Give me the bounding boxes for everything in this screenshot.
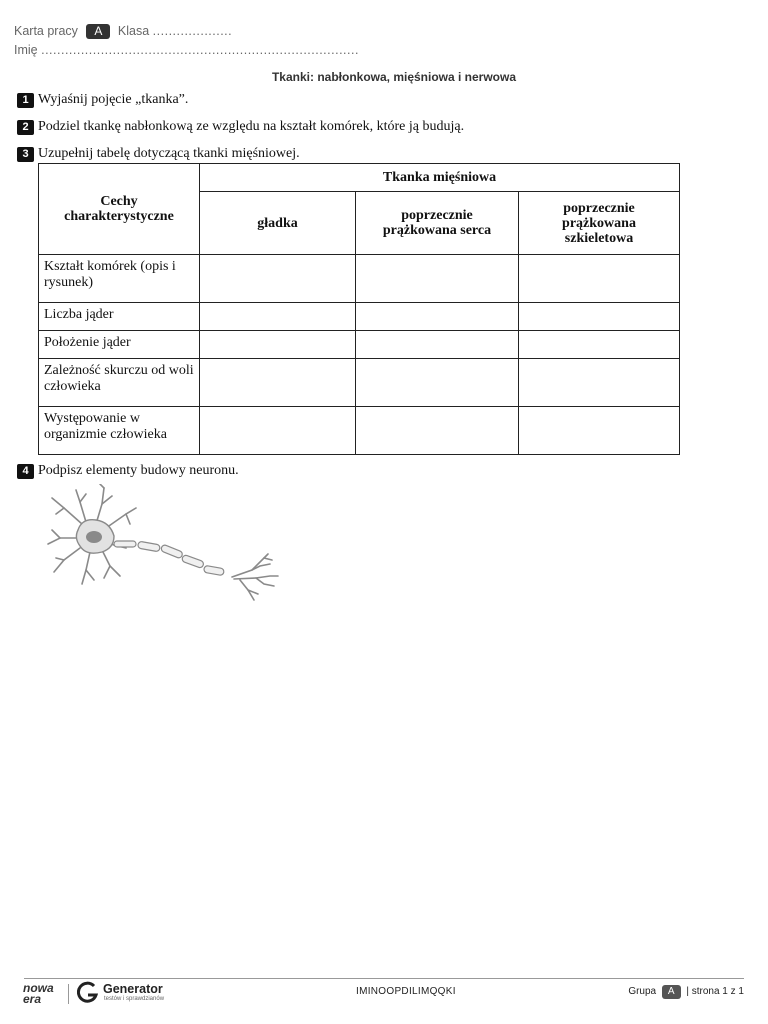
answer-cell[interactable] [519,255,680,303]
answer-cell[interactable] [356,359,519,407]
table-row [39,303,680,331]
row-label: Położenie jąder [39,331,200,359]
answer-cell[interactable] [200,407,356,455]
task-1 [17,92,188,108]
task-2 [17,119,464,135]
task-text: Podziel tkankę nabłonkową ze względu na kształt komórek, które ją budują. [38,119,465,134]
answer-cell[interactable] [519,303,680,331]
page-info [628,985,744,999]
answer-cell[interactable] [519,331,680,359]
name-field[interactable]: ................................................................................ [41,43,359,57]
answer-cell[interactable] [200,359,356,407]
muscle-tissue-header: Tkanka mięśniowa [200,164,680,192]
group-badge-small: A [662,985,681,999]
task-number: 3 [17,147,34,162]
name-line [14,43,359,57]
column-header-skeletal: poprzecznie prążkowana szkieletowa [519,192,680,255]
group-badge: A [86,24,110,39]
document-title: Tkanki: nabłonkowa, mięśniowa i nerwowa [271,70,517,84]
task-3 [17,146,300,162]
answer-cell[interactable] [519,359,680,407]
row-label: Występowanie w organizmie człowieka [39,407,200,455]
table-row [39,359,680,407]
worksheet-header [14,24,232,39]
table-row [39,407,680,455]
row-label: Zależność skurczu od woli człowieka [39,359,200,407]
class-field[interactable]: .................... [152,24,233,38]
document-code: IMINOOPDILIMQQKI [356,986,456,997]
muscle-tissue-table [38,163,680,455]
answer-cell[interactable] [519,407,680,455]
column-header-smooth: gładka [200,192,356,255]
column-header-cardiac: poprzecznie prążkowana serca [356,192,519,255]
generator-title: Generator [103,982,163,996]
generator-subtitle: testów i sprawdzianów [104,996,165,1002]
corner-header: Cechy charakterystyczne [39,164,200,255]
answer-cell[interactable] [356,331,519,359]
row-label: Liczba jąder [39,303,200,331]
task-number: 2 [17,120,34,135]
task-number: 4 [17,464,34,479]
answer-cell[interactable] [200,303,356,331]
class-label: Klasa [117,24,150,38]
answer-cell[interactable] [200,331,356,359]
group-label: Grupa [628,986,657,997]
answer-cell[interactable] [200,255,356,303]
table-row [39,331,680,359]
name-label: Imię [14,43,38,57]
nowa-era-logo: nowa era [23,981,54,1006]
answer-cell[interactable] [356,407,519,455]
answer-cell[interactable] [356,303,519,331]
footer-divider [24,978,744,979]
task-4 [17,463,239,479]
task-number: 1 [17,93,34,108]
task-text: Uzupełnij tabelę dotyczącą tkanki mięśniowej. [38,146,300,161]
page-number: | strona 1 z 1 [686,986,744,997]
task-text: Wyjaśnij pojęcie „tkanka”. [38,92,189,107]
worksheet-label: Karta pracy [14,24,78,38]
neuron-illustration [42,484,282,608]
row-label: Kształt komórek (opis i rysunek) [39,255,200,303]
task-text: Podpisz elementy budowy neuronu. [38,463,239,478]
answer-cell[interactable] [356,255,519,303]
logo-divider [68,984,69,1004]
generator-logo-icon [77,981,99,1005]
table-row [39,255,680,303]
